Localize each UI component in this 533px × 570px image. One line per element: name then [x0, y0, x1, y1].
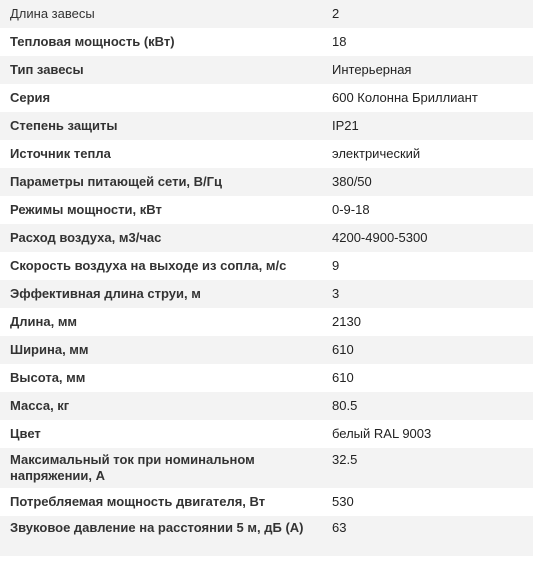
spec-row-height	[0, 364, 533, 392]
spec-label: Цвет	[10, 426, 41, 441]
spec-label: Потребляемая мощность двигателя, Вт	[10, 494, 266, 509]
spec-value: 63	[332, 520, 347, 535]
spec-row-width	[0, 336, 533, 364]
spec-label: Расход воздуха, м3/час	[10, 230, 162, 245]
spec-row-length	[0, 308, 533, 336]
spec-row-air-speed	[0, 252, 533, 280]
spec-row-max-current	[0, 448, 533, 488]
spec-label: Скорость воздуха на выходе из сопла, м/с	[10, 258, 287, 273]
spec-label: Эффективная длина струи, м	[10, 286, 201, 301]
spec-row-air-flow	[0, 224, 533, 252]
spec-row-motor-power	[0, 488, 533, 516]
spec-value: 18	[332, 34, 347, 49]
spec-label: Длина завесы	[10, 6, 95, 21]
spec-value: электрический	[332, 146, 421, 161]
spec-label: Источник тепла	[10, 146, 111, 161]
spec-value: 2130	[332, 314, 361, 329]
spec-label: Степень защиты	[10, 118, 118, 133]
spec-value: 0-9-18	[332, 202, 370, 217]
spec-row-curtain-length	[0, 0, 533, 28]
spec-value: 9	[332, 258, 340, 273]
spec-value: 380/50	[332, 174, 372, 189]
spec-label: Тепловая мощность (кВт)	[10, 34, 175, 49]
spec-value: 2	[332, 6, 340, 21]
spec-label: Высота, мм	[10, 370, 86, 385]
spec-label: Параметры питающей сети, В/Гц	[10, 174, 223, 189]
spec-row-heat-source	[0, 140, 533, 168]
spec-label: Серия	[10, 90, 51, 105]
spec-value: 610	[332, 342, 354, 357]
spec-row-power-modes	[0, 196, 533, 224]
spec-value: 530	[332, 494, 354, 509]
spec-value: 600 Колонна Бриллиант	[332, 90, 478, 105]
spec-row-series	[0, 84, 533, 112]
spec-label: Максимальный ток при номинальном напряжении, А	[10, 452, 255, 483]
spec-value: IP21	[332, 118, 359, 133]
spec-value: белый RAL 9003	[332, 426, 432, 441]
spec-value: 3	[332, 286, 340, 301]
spec-label: Звуковое давление на расстоянии 5 м, дБ (А)	[10, 520, 304, 535]
spec-row-weight	[0, 392, 533, 420]
spec-label: Тип завесы	[10, 62, 84, 77]
spec-row-power-supply	[0, 168, 533, 196]
spec-value: 4200-4900-5300	[332, 230, 428, 245]
spec-row-heat-power	[0, 28, 533, 56]
spec-value: 32.5	[332, 452, 358, 467]
spec-label: Длина, мм	[10, 314, 78, 329]
spec-label: Ширина, мм	[10, 342, 89, 357]
spec-row-curtain-type	[0, 56, 533, 84]
spec-label: Режимы мощности, кВт	[10, 202, 162, 217]
spec-row-protection-class	[0, 112, 533, 140]
spec-row-color	[0, 420, 533, 448]
spec-value: 80.5	[332, 398, 358, 413]
spec-value: Интерьерная	[332, 62, 412, 77]
spec-row-sound-pressure	[0, 516, 533, 556]
spec-value: 610	[332, 370, 354, 385]
spec-row-jet-length	[0, 280, 533, 308]
spec-label: Масса, кг	[10, 398, 70, 413]
